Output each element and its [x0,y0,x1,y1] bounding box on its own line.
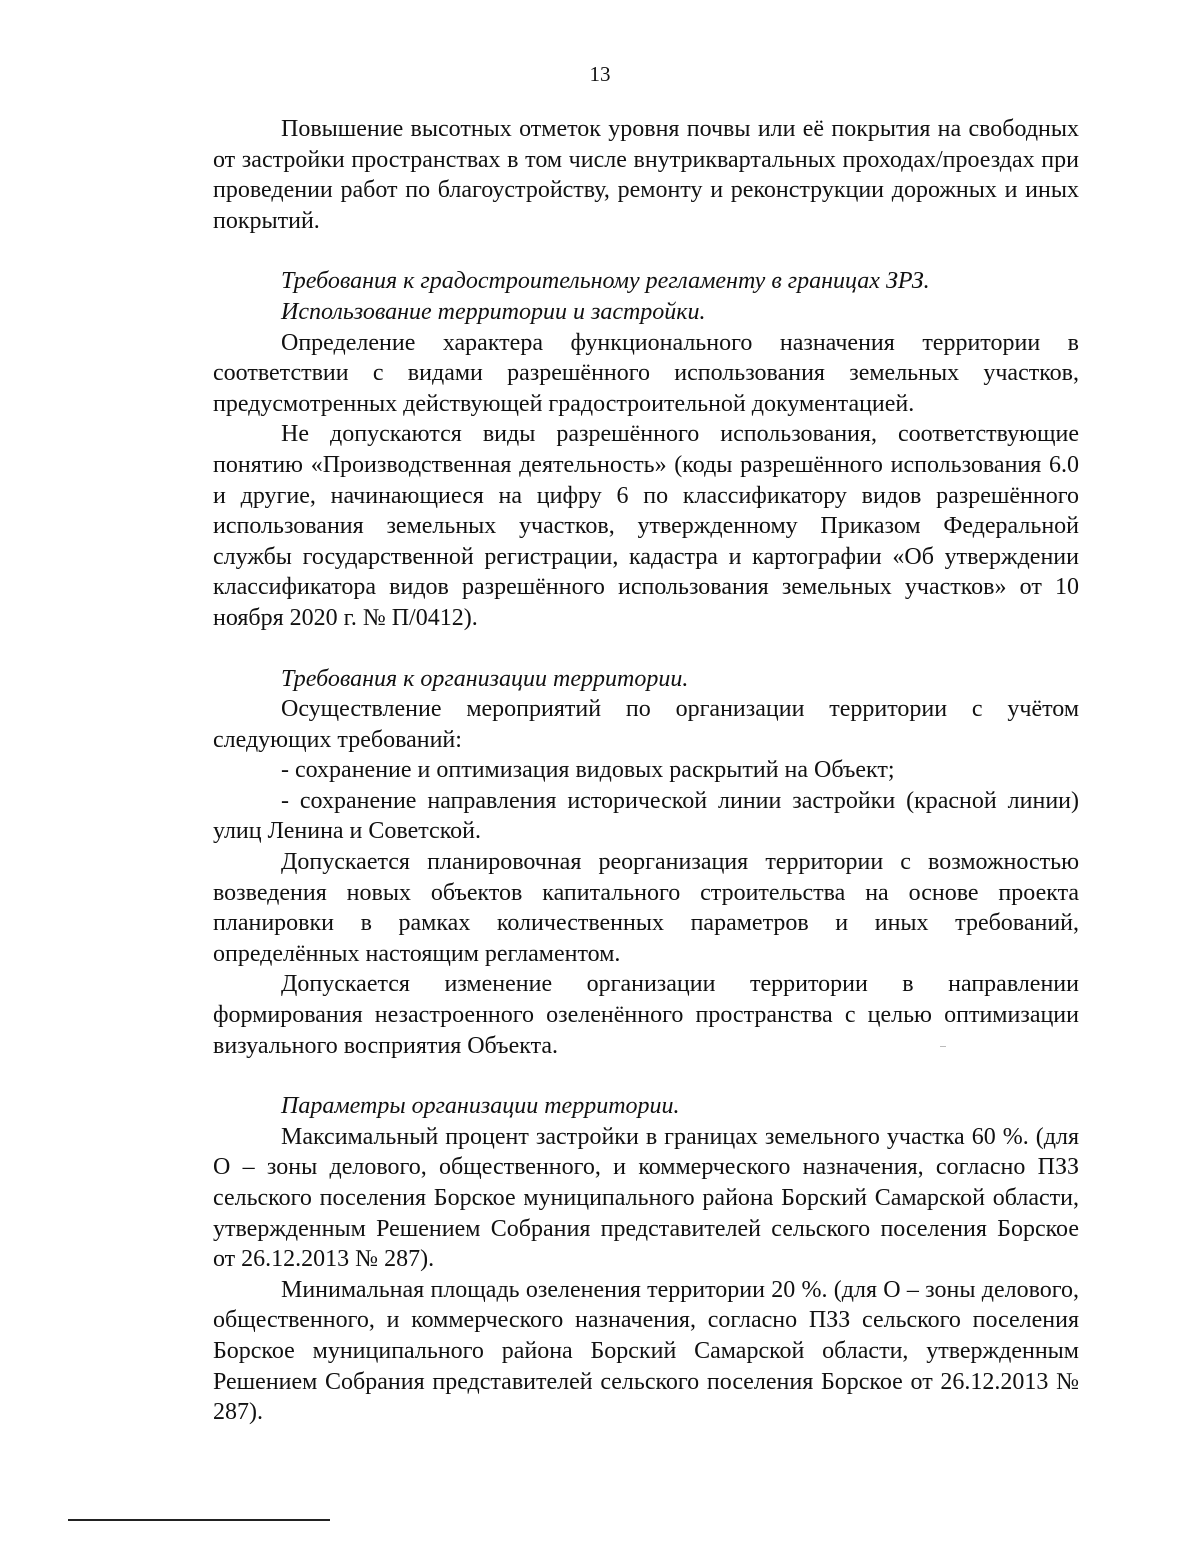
regulation-heading: Требования к градостроительному регламенту в границах ЗРЗ. [281,268,930,295]
section-gap [213,1061,1079,1091]
land-use-paragraph-2: Не допускаются виды разрешённого использования, соответствующие понятию «Производственная деятельность» (коды разрешённого использования 6.0 и другие, начинающиеся на цифру 6 по классификатору видов разрешённого использования земельных участков, утвержденному Приказом Федеральной службы государственной регистрации, кадастра и картографии «Об утверждении классификатора видов разрешённого использования земельных участков» от 10 ноября 2020 г. № П/0412). [213,421,1079,631]
scan-mark [940,1046,946,1047]
parameters-paragraph-1: Максимальный процент застройки в границах земельного участка 60 %. (для О – зоны делового, общественного, и коммерческого назначения, согласно ПЗЗ сельского поселения Борское муниципального района Борский Самарской области, утвержденным Решением Собрания представителей сельского поселения Борское от 26.12.2013 № 287). [213,1123,1079,1273]
footnote-separator [68,1519,330,1521]
organization-paragraph-1: Осуществление мероприятий по организации территории с учётом следующих требований: [213,696,1079,753]
parameters-heading: Параметры организации территории. [281,1093,680,1120]
parameters-paragraph-2: Минимальная площадь озеленения территории 20 %. (для О – зоны делового, общественного, и коммерческого назначения, согласно ПЗЗ сельского поселения Борское муниципального района Борский Самарской области, утвержденным Решением Собрания представителей сельского поселения Борское от 26.12.2013 № 287). [213,1276,1079,1426]
organization-list-item: - сохранение направления исторической линии застройки (красной линии) улиц Ленина и Советской. [213,787,1079,845]
organization-list-item: - сохранение и оптимизация видовых раскрытий на Объект; [281,757,895,784]
organization-paragraph-2: Допускается планировочная реорганизация территории с возможностью возведения новых объектов капитального строительства на основе проекта планировки в рамках количественных параметров и иных требований, определённых настоящим регламентом. [213,849,1079,967]
document-body [213,114,1079,1428]
section-gap [213,634,1079,664]
intro-paragraph: Повышение высотных отметок уровня почвы или её покрытия на свободных от застройки пространствах в том числе внутриквартальных проходах/проездах при проведении работ по благоустройству, ремонту и реконструкции дорожных и иных покрытий. [213,116,1079,234]
land-use-heading: Использование территории и застройки. [281,298,706,325]
organization-paragraph-3: Допускается изменение организации территории в направлении формирования незастроенного озеленённого пространства с целью оптимизации визуального восприятия Объекта. [213,971,1079,1059]
section-gap [213,236,1079,266]
page-number: 13 [589,62,611,86]
organization-heading: Требования к организации территории. [281,665,689,692]
land-use-paragraph-1: Определение характера функционального назначения территории в соответствии с видами разрешённого использования земельных участков, предусмотренных действующей градостроительной документацией. [213,329,1079,417]
